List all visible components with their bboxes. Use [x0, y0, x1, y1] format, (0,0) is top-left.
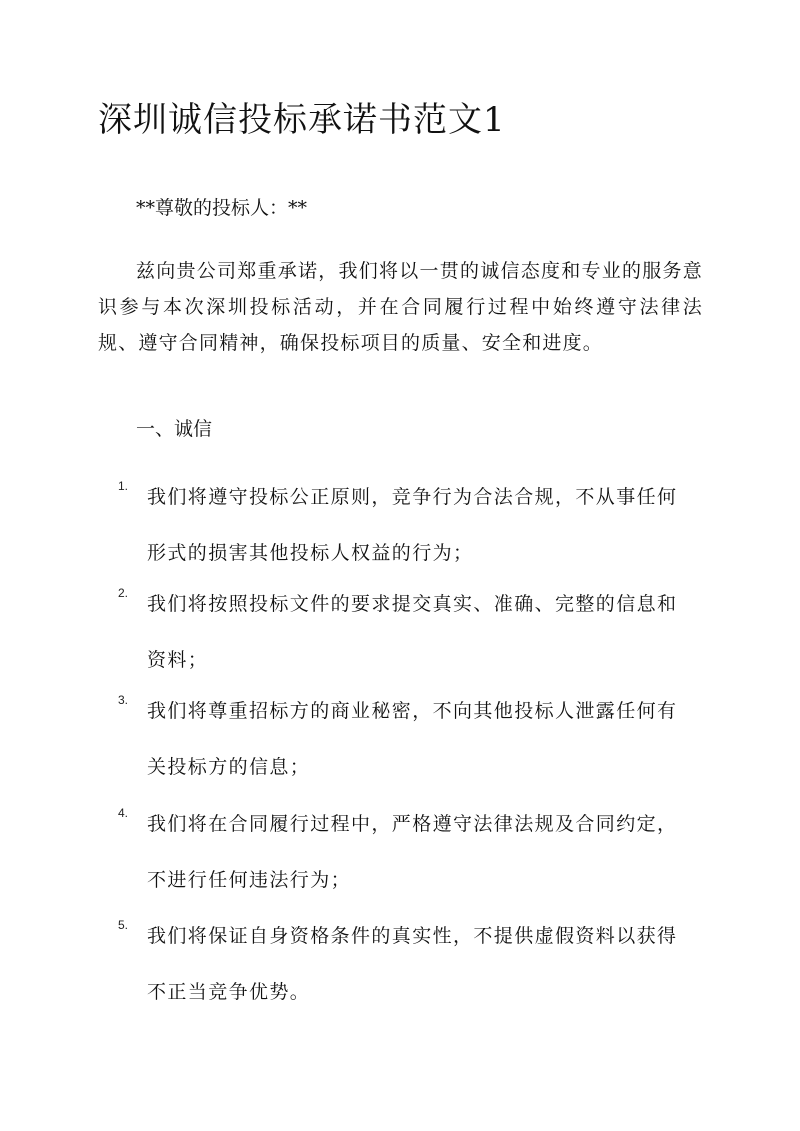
- list-item-number: 1.: [118, 479, 129, 493]
- list-item-text: 我们将按照投标文件的要求提交真实、准确、完整的信息和资料；: [147, 593, 678, 671]
- list-item-number: 3.: [118, 693, 129, 707]
- list-item-number: 4.: [118, 806, 129, 820]
- list-item-number: 5.: [118, 918, 129, 932]
- list-item-number: 2.: [118, 586, 129, 600]
- document-title: 深圳诚信投标承诺书范文1: [98, 100, 506, 140]
- list-item-text: 我们将在合同履行过程中，严格遵守法律法规及合同约定，不进行任何违法行为；: [147, 813, 678, 891]
- salutation: **尊敬的投标人：**: [136, 197, 308, 219]
- intro-paragraph: 兹向贵公司郑重承诺，我们将以一贯的诚信态度和专业的服务意识参与本次深圳投标活动，并在合同履行过程中始终遵守法律法规、遵守合同精神，确保投标项目的质量、安全和进度。: [98, 260, 703, 354]
- list-item-text: 我们将尊重招标方的商业秘密，不向其他投标人泄露任何有关投标方的信息；: [147, 700, 678, 778]
- list-item-text: 我们将保证自身资格条件的真实性，不提供虚假资料以获得不正当竞争优势。: [147, 925, 678, 1003]
- list-item-text: 我们将遵守投标公正原则，竞争行为合法合规，不从事任何形式的损害其他投标人权益的行为；: [147, 486, 678, 564]
- section-heading: 一、诚信: [136, 418, 213, 440]
